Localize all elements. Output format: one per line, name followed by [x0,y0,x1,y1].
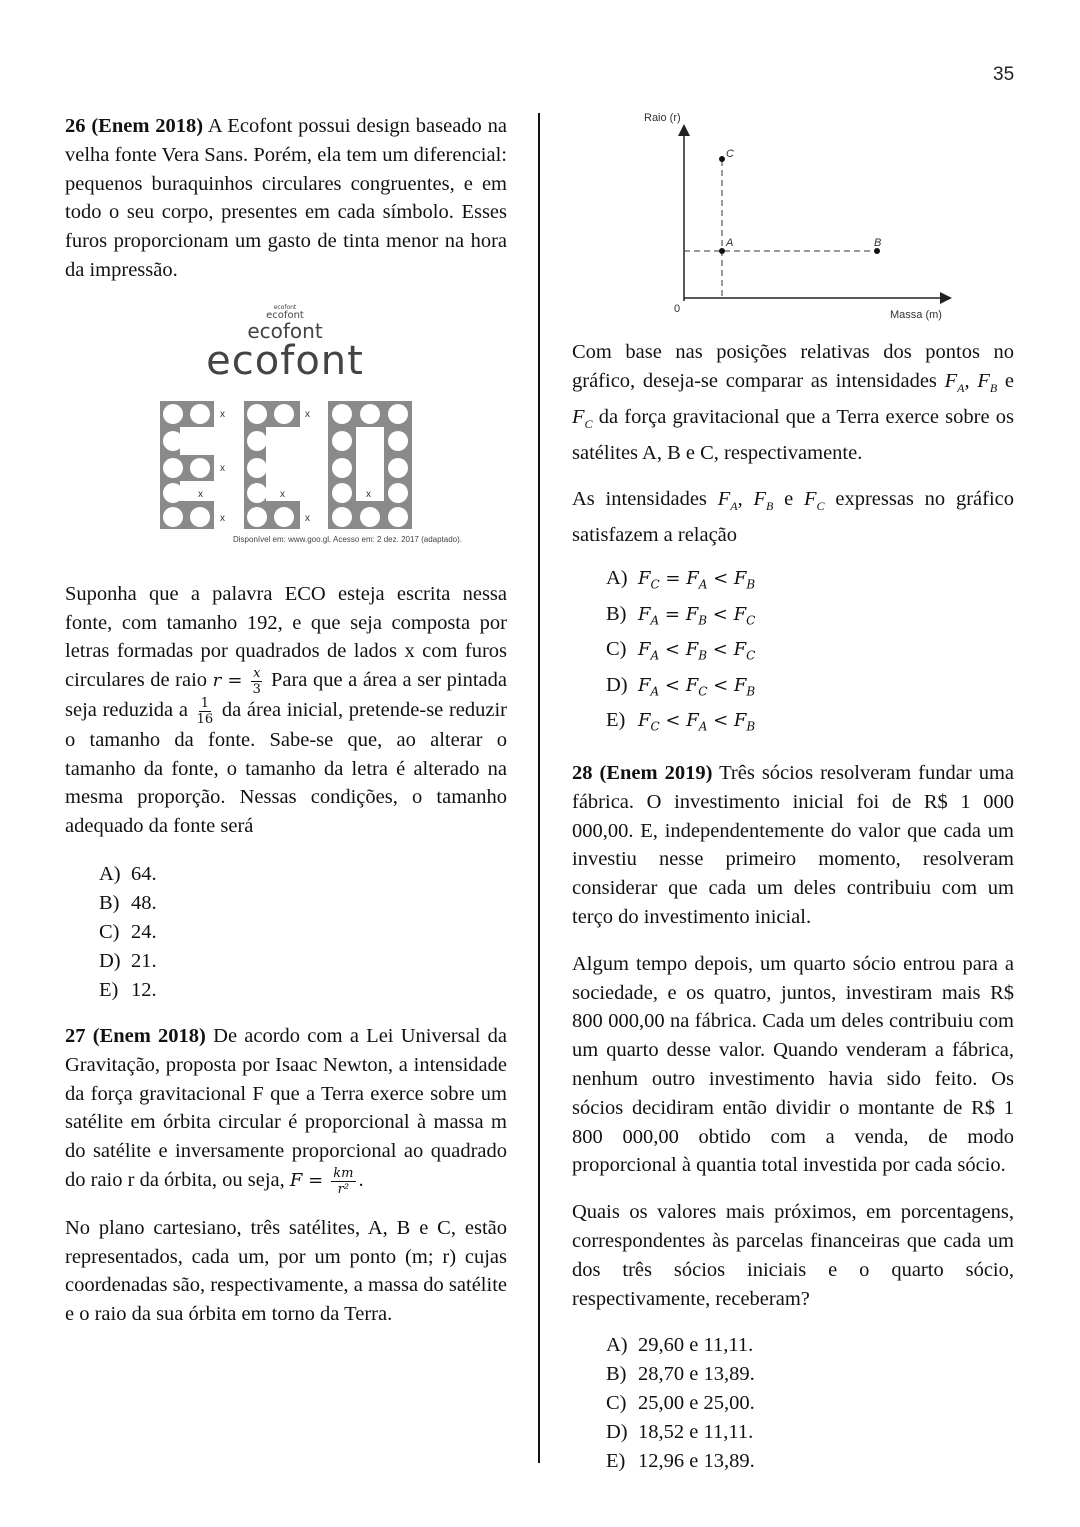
mass-radius-graph [622,106,962,326]
question-27-number: 27 (Enem 2018) [65,1024,206,1047]
fraction-x-over-3: $\frac{x}{3}$ [252,665,261,697]
option-b[interactable]: B) $F_A = F_B < F_C$ [606,602,756,628]
question-27-body-1: No plano cartesiano, três satélites, A, B e C, estão representados, cada um, por um ponto (m; r) cujas coordenadas são, respectivamente, a massa do satélite e o raio da sua órbita em torno da Terra. [65,1216,507,1326]
right-column [572,112,1014,1476]
svg-text:x: x [220,408,225,420]
svg-text:x: x [280,488,285,500]
question-28-options [572,1331,1014,1476]
svg-text:x: x [220,512,225,524]
ecofont-word-large: ecofont [206,337,364,384]
question-26-options [65,860,507,1005]
column-divider [538,113,540,1463]
question-28-body-2: Quais os valores mais próximos, em porcentagens, correspondentes às parcelas financeiras que cada um dos três sócios iniciais e o quarto sócio, respectivamente, receberam? [572,1201,1014,1310]
svg-text:0: 0 [674,303,681,315]
option-b[interactable]: B) 48. [99,891,157,914]
option-a[interactable]: A) $F_C = F_A < F_B$ [606,567,756,592]
svg-text:x: x [305,512,310,524]
option-c[interactable]: C) $F_A < F_B < F_C$ [606,638,756,663]
figure-caption: Disponível em: www.goo.gl. Acesso em: 2 dez. 2017 (adaptado). [232,534,462,544]
y-axis-arrow-icon [678,124,690,136]
option-b[interactable]: B) 28,70 e 13,89. [606,1363,755,1386]
svg-text:x: x [198,488,203,500]
left-column [65,112,507,1329]
option-c[interactable]: C) 25,00 e 25,00. [606,1392,755,1415]
question-26-body: Suponha que a palavra ECO esteja escrita nessa fonte, com tamanho 192, e que seja composta por letras formadas por quadrados de lados x com furos circulares de raio r = $\frac{x}{3}$ Para que a área a ser pintada seja reduzida a $\frac{1}{16}$ da área inicial, pretende-se reduzir o tamanho da fonte. Sabe-se que, ao alterar o tamanho da fonte, o tamanho da letra é alterado na mesma proporção. Nessas condições, o tamanho adequado da fonte será [65,582,508,838]
svg-text:Massa (m): Massa (m) [890,309,942,321]
formula-f-lhs: F = [289,1169,324,1191]
option-e[interactable]: E) 12. [99,978,157,1001]
ecofont-word-small: ecofont [266,309,304,321]
svg-text:Raio (r): Raio (r) [644,112,681,124]
question-28-number: 28 (Enem 2019) [572,762,713,785]
option-a[interactable]: A) 29,60 e 11,11. [606,1334,754,1357]
svg-text:B: B [874,237,882,249]
option-c[interactable]: C) 24. [99,920,157,943]
fraction-km-over-r2: $\frac{km}{\text{r²}}$ [333,1165,354,1197]
graph-svg [622,106,962,326]
page-number: 35 [993,64,1015,85]
option-d[interactable]: D) $F_A < F_C < F_B$ [606,673,756,699]
question-26-number: 26 (Enem 2018) [65,115,204,137]
x-axis-arrow-icon [940,292,952,304]
eco-letters-diagram [150,397,480,537]
ecofont-word-tiny: ecofont [273,303,297,311]
svg-text:x: x [305,408,310,420]
question-27-body-3: As intensidades $F_A$, $F_B$ e $F_C$ expressas no gráfico satisfazem a relação [572,488,1015,547]
option-d[interactable]: D) 21. [99,949,157,972]
question-27-intro: 27 (Enem 2018) De acordo com a Lei Universal da Gravitação, proposta por Isaac Newton, a intensidade da força gravitacional F que a Terra exerce sobre um satélite em órbita circular é proporcional à massa m do satélite e inversamente proporcional ao quadrado do raio r da órbita, ou seja, F = $\frac{km}{\text{r²}}$ . [65,1024,508,1197]
svg-text:C: C [726,148,734,160]
question-27-body-2: Com base nas posições relativas dos pontos no gráfico, deseja-se comparar as intensidades $F_A$, $F_B$ e $F_C$ da força gravitacional que a Terra exerce sobre os satélites A, B e C, respectivamente. [572,341,1015,464]
question-26-intro: 26 (Enem 2018) A Ecofont possui design baseado na velha fonte Vera Sans. Porém, ela tem um diferencial: pequenos buraquinhos circulares congruentes, e em todo o seu corpo, presentes em cada símbolo. Esses furos proporcionam um gasto de tinta menor na hora da impressão. [65,115,507,281]
fraction-1-over-16: $\frac{1}{16}$ [196,695,214,727]
option-e[interactable]: E) 12,96 e 13,89. [606,1450,755,1473]
formula-r-lhs: r = [212,670,243,692]
svg-text:A: A [726,237,734,249]
question-28-intro: 28 (Enem 2019) Três sócios resolveram fundar uma fábrica. O investimento inicial foi de R$ 1 000 000,00. E, independentemente do valor que cada um investiu nesse primeiro momento, resolveram considerar que cada um deles contribuiu com um terço do investimento inicial. [572,762,1015,929]
svg-text:x: x [220,462,225,474]
option-a[interactable]: A) 64. [99,862,157,885]
svg-text:x: x [366,488,371,500]
option-d[interactable]: D) 18,52 e 11,11. [606,1421,754,1444]
ecofont-word-medium: ecofont [247,318,323,343]
question-28-body-1: Algum tempo depois, um quarto sócio entrou para a sociedade, e os quatro, juntos, investiram mais R$ 800 000,00 na fábrica. Cada um deles contribuiu com um quarto desse valor. Quando venderam a fábrica, nenhum outro investimento havia sido feito. Os sócios decidiram então dividir o montante de R$ 1 800 000,00 obtido com a venda, de modo proporcional à quantia total investida por cada sócio. [572,952,1014,1177]
ecofont-figure [150,305,480,555]
option-e[interactable]: E) $F_C < F_A < F_B$ [606,709,756,735]
question-27-options [572,564,1014,742]
